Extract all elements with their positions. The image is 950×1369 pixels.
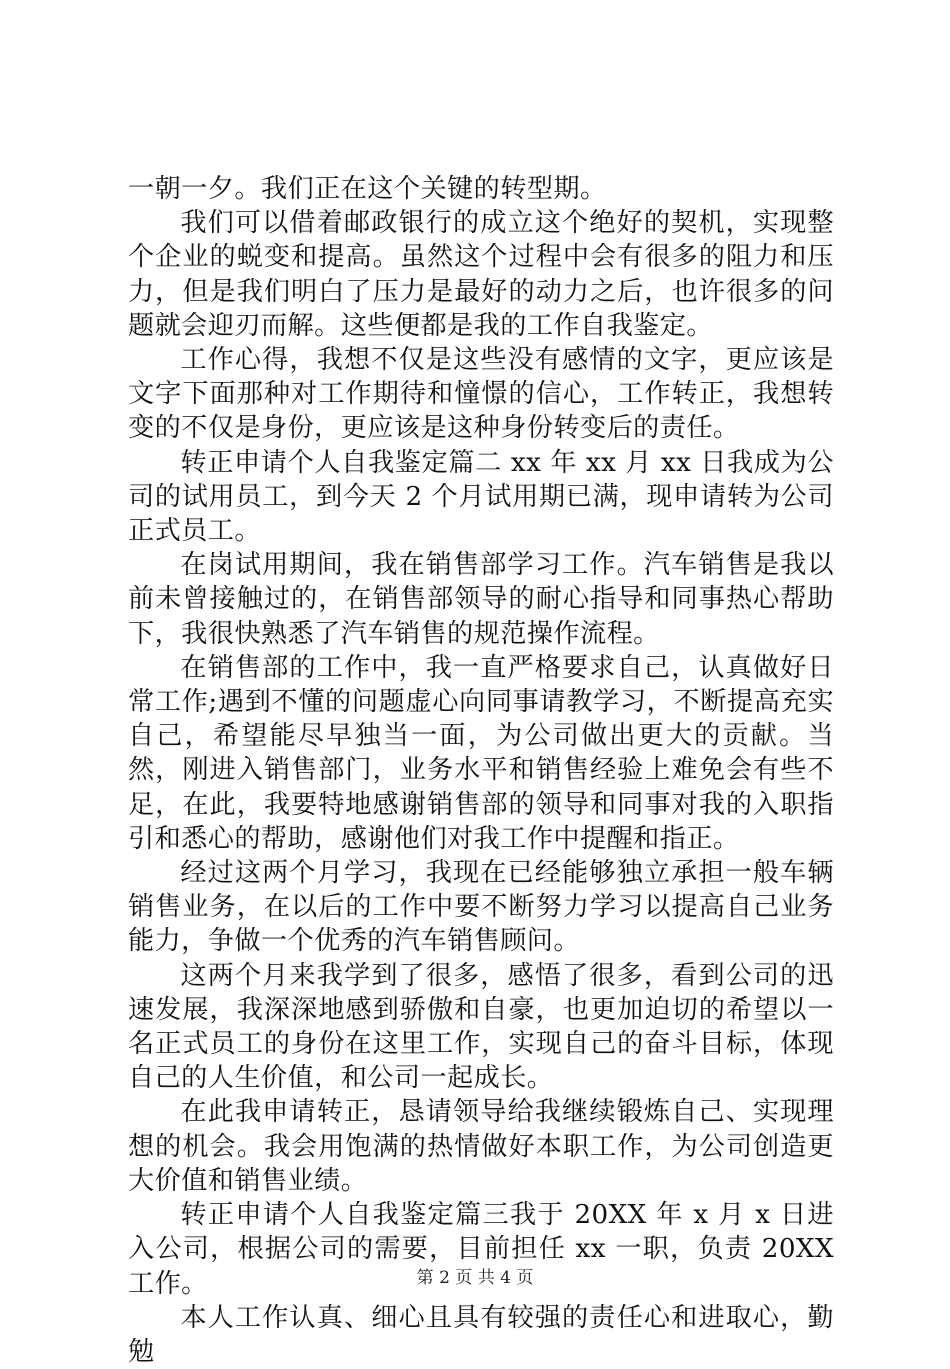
paragraph-8: 这两个月来我学到了很多，感悟了很多，看到公司的迅速发展，我深深地感到骄傲和自豪，也更加迫切的希望以一名正式员工的身份在这里工作，实现自己的奋斗目标，体现自己的人生价值，和公司一起成长。 [128, 960, 834, 1094]
paragraph-5: 在岗试用期间，我在销售部学习工作。汽车销售是我以前未曾接触过的，在销售部领导的耐心指导和同事热心帮助下，我很快熟悉了汽车销售的规范操作流程。 [128, 550, 834, 649]
paragraph-3: 工作心得，我想不仅是这些没有感情的文字，更应该是文字下面那种对工作期待和憧憬的信心，工作转正，我想转变的不仅是身份，更应该是这种身份转变后的责任。 [128, 345, 834, 444]
page-number-footer: 第 2 页 共 4 页 [416, 1268, 534, 1288]
paragraph-9: 在此我申请转正，恳请领导给我继续锻炼自己、实现理想的机会。我会用饱满的热情做好本职工作，为公司创造更大价值和销售业绩。 [128, 1097, 834, 1196]
paragraph-1: 一朝一夕。我们正在这个关键的转型期。 [128, 174, 607, 204]
document-body [128, 172, 834, 1369]
paragraph-2: 我们可以借着邮政银行的成立这个绝好的契机，实现整个企业的蜕变和提高。虽然这个过程中会有很多的阻力和压力，但是我们明白了压力是最好的动力之后，也许很多的问题就会迎刃而解。这些便都是我的工作自我鉴定。 [128, 208, 834, 341]
paragraph-7: 经过这两个月学习，我现在已经能够独立承担一般车辆销售业务，在以后的工作中要不断努力学习以提高自己业务能力，争做一个优秀的汽车销售顾问。 [128, 858, 834, 957]
paragraph-6: 在销售部的工作中，我一直严格要求自己，认真做好日常工作;遇到不懂的问题虚心向同事请教学习，不断提高充实自己，希望能尽早独当一面，为公司做出更大的贡献。当然，刚进入销售部门，业务水平和销售经验上难免会有些不足，在此，我要特地感谢销售部的领导和同事对我的入职指引和悉心的帮助，感谢他们对我工作中提醒和指正。 [128, 652, 834, 854]
paragraph-4: 转正申请个人自我鉴定篇二 xx 年 xx 月 xx 日我成为公司的试用员工，到今天 2 个月试用期已满，现申请转为公司正式员工。 [128, 447, 834, 547]
paragraph-10: 转正申请个人自我鉴定篇三我于 20XX 年 x 月 x 日进入公司，根据公司的需要，目前担任 xx 一职，负责 20XX 工作。 [128, 1200, 834, 1299]
paragraph-11: 本人工作认真、细心且具有较强的责任心和进取心，勤勉 [128, 1302, 834, 1367]
